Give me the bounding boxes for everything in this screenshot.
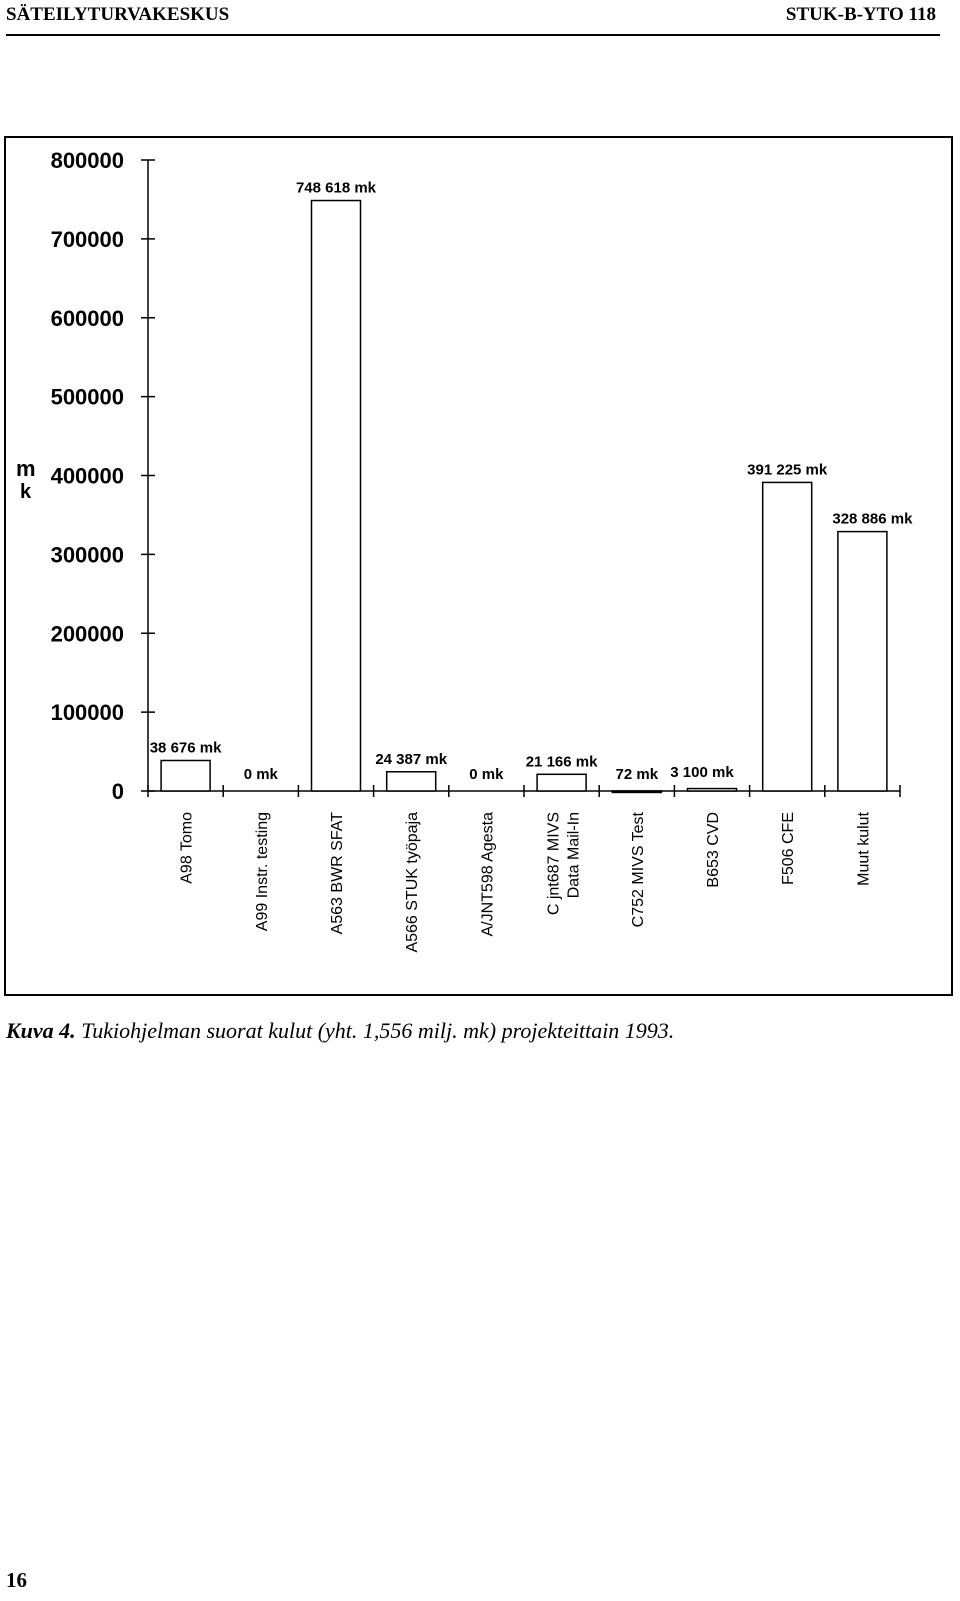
data-label: 0 mk	[243, 766, 278, 783]
data-label: 0 mk	[469, 766, 504, 783]
x-tick-label: A/JNT598 Agesta	[479, 812, 497, 937]
y-tick-label: 200000	[50, 621, 124, 647]
y-axis-label-m: m	[16, 456, 36, 481]
y-tick-label: 700000	[50, 226, 124, 252]
y-tick-label: 600000	[50, 305, 124, 331]
data-label: 24 387 mk	[375, 750, 448, 768]
x-tick-label: A99 Instr. testing	[253, 812, 271, 932]
running-header-right: STUK-B-YTO 118	[785, 4, 936, 25]
bar	[312, 201, 361, 791]
data-label: 328 886 mk	[832, 510, 913, 528]
running-header-left: SÄTEILYTURVAKESKUS	[6, 4, 230, 25]
chart-marks	[51, 148, 914, 953]
x-tick-label: C752 MIVS Test	[629, 812, 647, 928]
data-label: 391 225 mk	[747, 461, 828, 479]
x-tick-label: B653 CVD	[705, 812, 722, 888]
y-tick-label: 300000	[50, 542, 124, 568]
x-tick-label: A563 BWR SFAT	[329, 812, 346, 935]
data-label: 748 618 mk	[295, 179, 377, 197]
figure-caption	[6, 1018, 674, 1044]
bar	[537, 774, 586, 791]
bar	[612, 791, 661, 793]
y-tick-label: 500000	[50, 384, 124, 410]
x-tick-label: A98 Tomo	[178, 812, 196, 884]
x-tick-label: C jnt687 MIVS	[545, 812, 563, 916]
x-tick-label: Muut kulut	[855, 812, 873, 886]
bar	[763, 482, 812, 791]
caption-label: Kuva 4.	[6, 1018, 76, 1043]
page-number: 16	[6, 1568, 27, 1592]
y-tick-label: 100000	[50, 700, 124, 726]
data-label: 72 mk	[615, 766, 659, 783]
y-tick-label: 800000	[50, 148, 124, 173]
data-label: 3 100 mk	[670, 764, 734, 781]
y-axis-label-k: k	[20, 481, 32, 503]
bar	[387, 772, 436, 791]
y-tick-label: 0	[111, 779, 124, 804]
x-tick-label: Data Mail-In	[565, 812, 583, 899]
bar	[161, 760, 210, 791]
x-tick-label: F506 CFE	[780, 812, 798, 885]
data-label: 21 166 mk	[525, 753, 598, 771]
bar	[688, 789, 737, 791]
bar	[838, 532, 887, 791]
x-tick-label: A566 STUK työpaja	[404, 812, 422, 953]
y-tick-label: 400000	[50, 463, 124, 489]
data-label: 38 676 mk	[149, 739, 222, 757]
caption-text: Tukiohjelman suorat kulut (yht. 1,556 milj. mk) projekteittain 1993.	[81, 1018, 675, 1043]
